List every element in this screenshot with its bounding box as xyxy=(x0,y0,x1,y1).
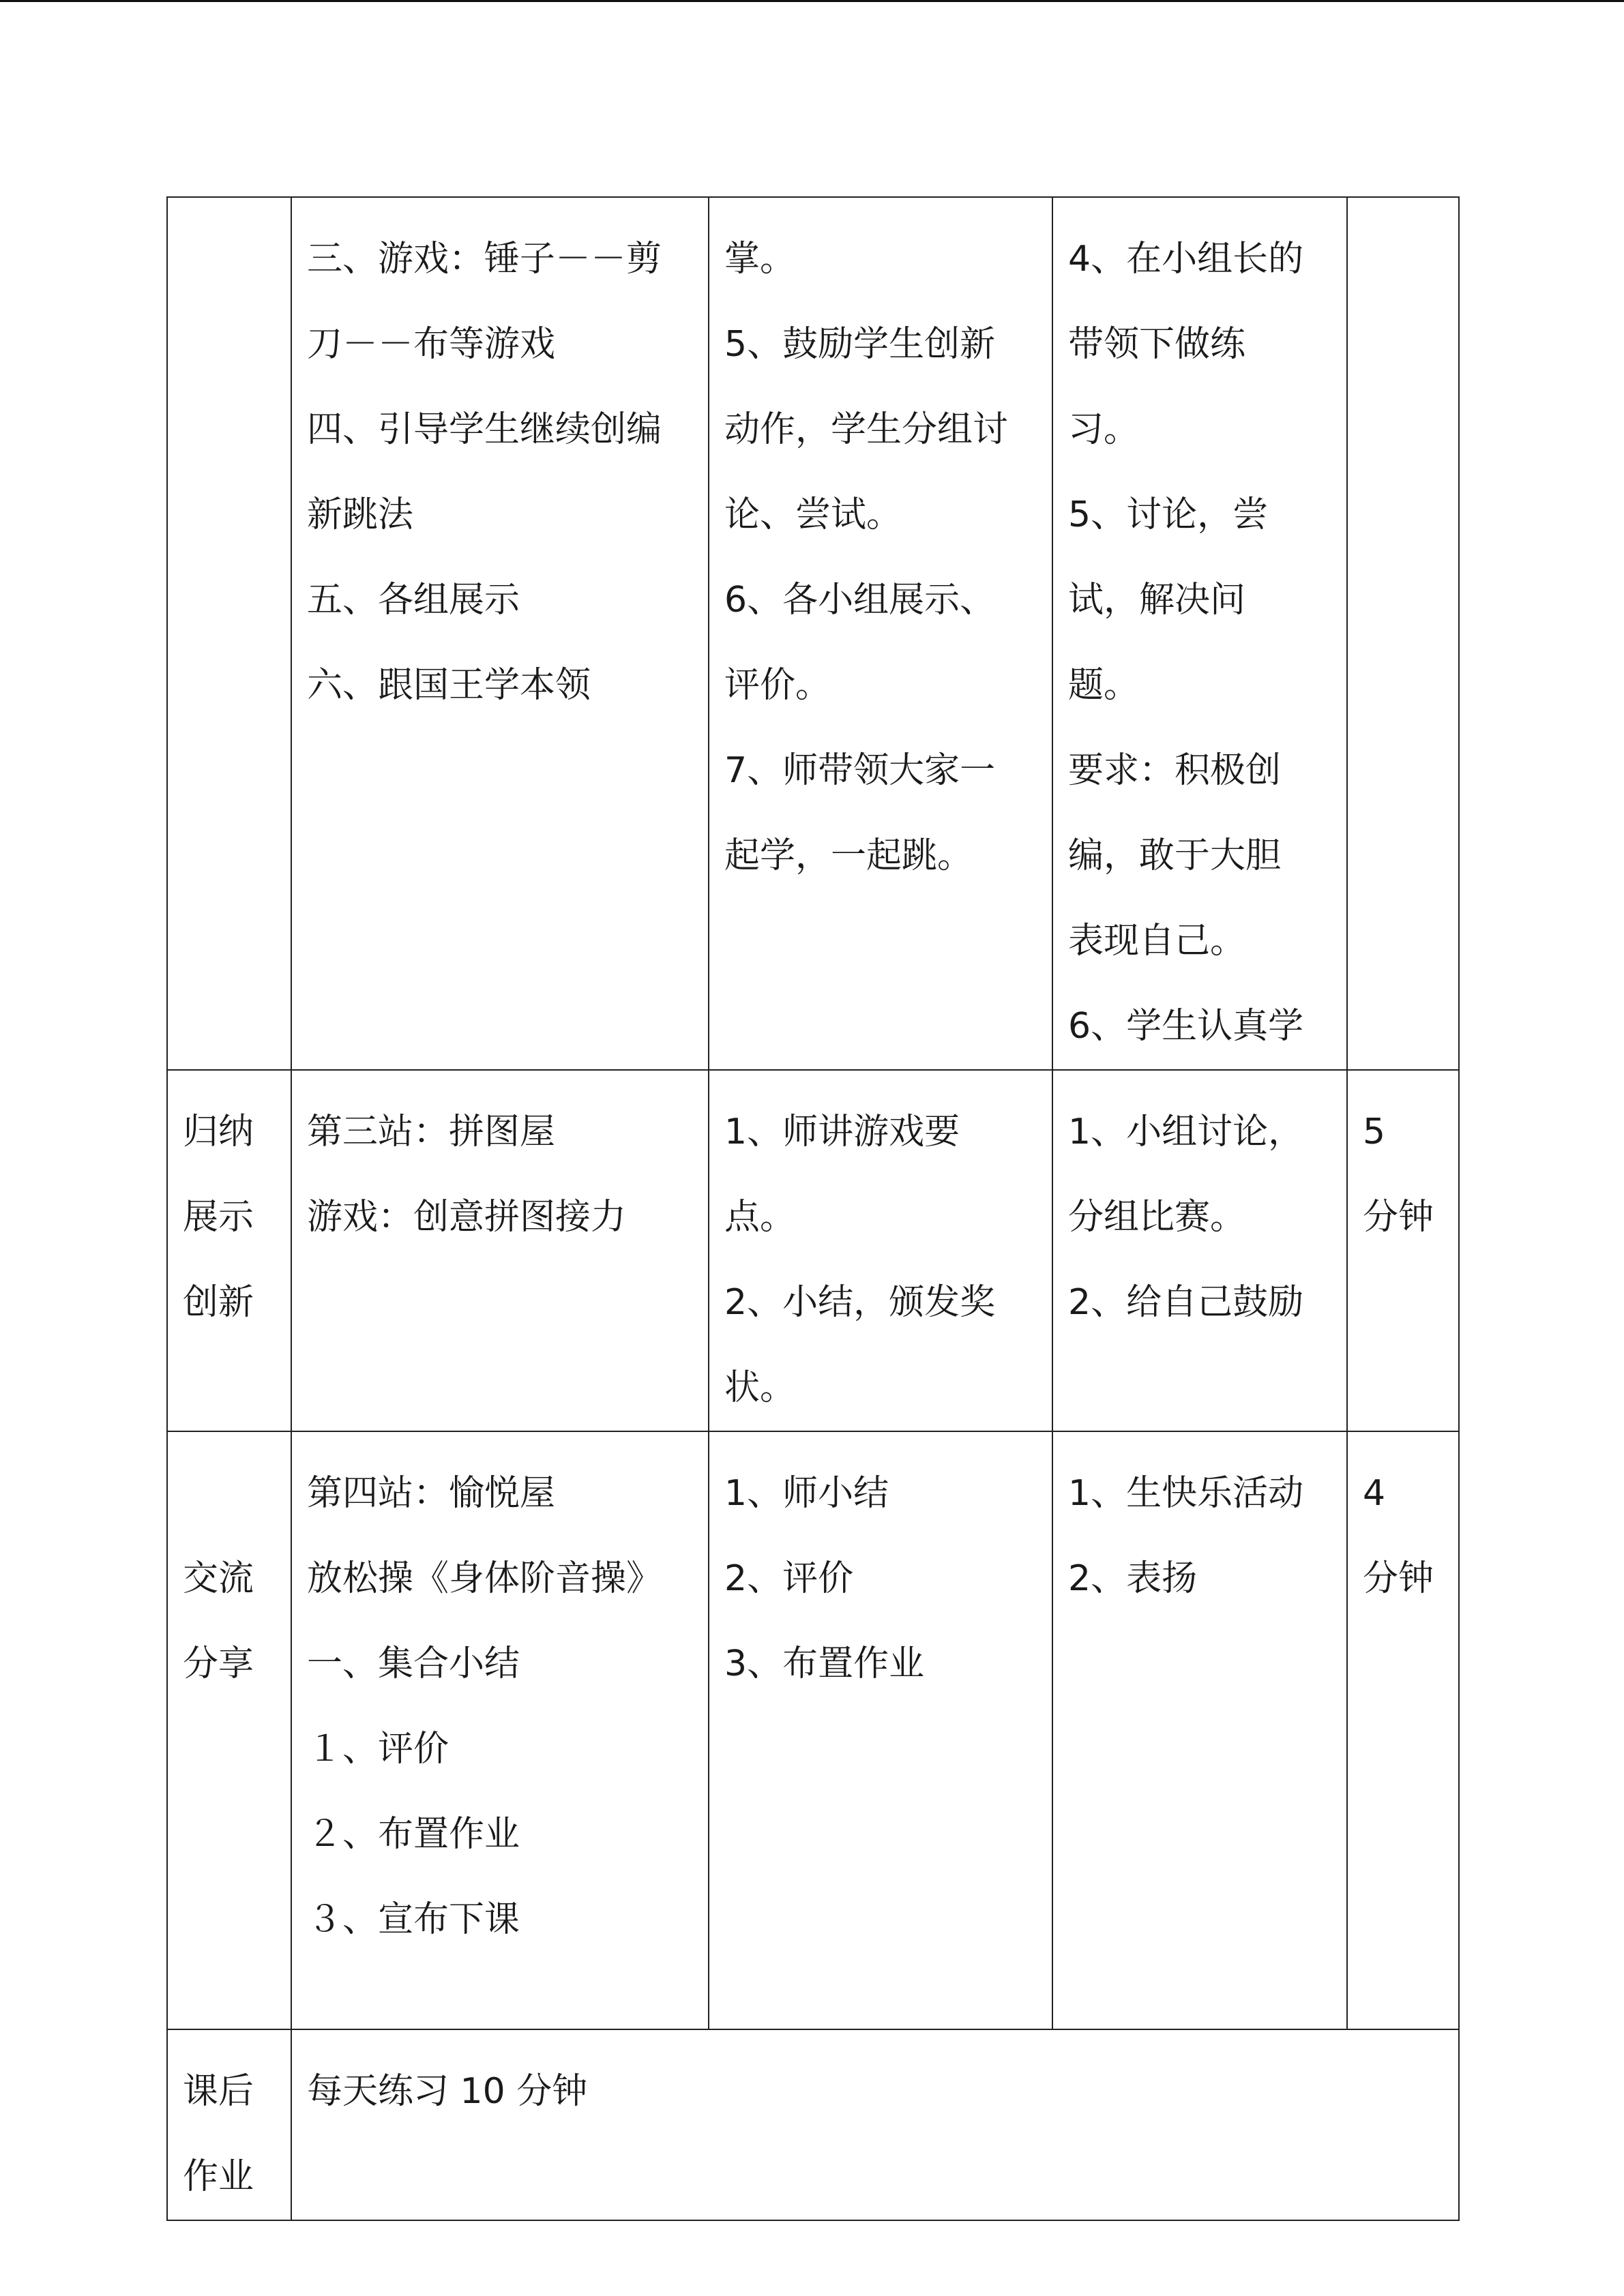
student-activity-cell xyxy=(1052,197,1347,1070)
teacher-line: 1、师讲游戏要 xyxy=(724,1112,960,1152)
time-value: 4 xyxy=(1363,1473,1386,1514)
teacher-line: 3、布置作业 xyxy=(724,1643,925,1684)
teacher-line: 论、尝试。 xyxy=(724,494,902,535)
time-cell xyxy=(1347,197,1459,1070)
content-line: 五、各组展示 xyxy=(307,580,520,621)
lesson-plan-table xyxy=(166,196,1460,2221)
teacher-line: 掌。 xyxy=(724,239,796,280)
content-cell xyxy=(291,197,709,1070)
content-line: 刀－－布等游戏 xyxy=(307,324,556,365)
phase-line: 交流 xyxy=(183,1558,254,1599)
teacher-activity-cell xyxy=(709,197,1052,1070)
student-activity-cell xyxy=(1052,1431,1347,2029)
phase-line: 分享 xyxy=(183,1643,254,1684)
student-line: 题。 xyxy=(1068,665,1140,706)
content-line: 第三站：拼图屋 xyxy=(307,1112,556,1152)
content-cell xyxy=(291,1070,709,1431)
teacher-line: 1、师小结 xyxy=(724,1473,889,1514)
phase-line: 展示 xyxy=(183,1197,254,1238)
content-line: 放松操《身体阶音操》 xyxy=(307,1558,662,1599)
time-value: 5 xyxy=(1363,1112,1386,1152)
phase-line: 创新 xyxy=(183,1282,254,1323)
student-line: 要求：积极创 xyxy=(1068,750,1282,791)
teacher-line: 6、各小组展示、 xyxy=(724,580,996,621)
content-line: ２、布置作业 xyxy=(307,1814,520,1855)
student-activity-cell xyxy=(1052,1070,1347,1431)
time-cell xyxy=(1347,1070,1459,1431)
phase-cell xyxy=(167,197,291,1070)
phase-line: 课后 xyxy=(183,2071,254,2112)
time-unit: 分钟 xyxy=(1363,1197,1434,1238)
homework-cell xyxy=(291,2029,1459,2220)
student-line: 习。 xyxy=(1068,409,1140,450)
content-line: 一、集合小结 xyxy=(307,1643,520,1684)
time-unit: 分钟 xyxy=(1363,1558,1434,1599)
table-row xyxy=(167,197,1459,1070)
student-line: 编，敢于大胆 xyxy=(1068,835,1282,876)
phase-line: 归纳 xyxy=(183,1112,254,1152)
content-line: 六、跟国王学本领 xyxy=(307,665,591,706)
teacher-line: 2、评价 xyxy=(724,1558,854,1599)
content-line: １、评价 xyxy=(307,1729,449,1770)
phase-cell xyxy=(167,2029,291,2220)
teacher-line: 7、师带领大家一 xyxy=(724,750,996,791)
teacher-line: 评价。 xyxy=(724,665,831,706)
student-line: 1、生快乐活动 xyxy=(1068,1473,1304,1514)
student-line: 带领下做练 xyxy=(1068,324,1246,365)
teacher-line: 点。 xyxy=(724,1197,796,1238)
teacher-line: 起学，一起跳。 xyxy=(724,835,973,876)
teacher-line: 状。 xyxy=(724,1367,796,1408)
table-row xyxy=(167,1070,1459,1431)
time-cell xyxy=(1347,1431,1459,2029)
teacher-activity-cell xyxy=(709,1431,1052,2029)
content-line: 第四站：愉悦屋 xyxy=(307,1473,556,1514)
content-line: 三、游戏：锤子－－剪 xyxy=(307,239,662,280)
student-line: 表现自己。 xyxy=(1068,921,1246,961)
phase-line: 作业 xyxy=(183,2156,254,2197)
teacher-line: 动作，学生分组讨 xyxy=(724,409,1009,450)
table-row xyxy=(167,2029,1459,2220)
table-row xyxy=(167,1431,1459,2029)
student-line: 6、学生认真学 xyxy=(1068,1006,1304,1047)
student-line: 5、讨论，尝 xyxy=(1068,494,1269,535)
teacher-line: 5、鼓励学生创新 xyxy=(724,324,996,365)
content-line: ３、宣布下课 xyxy=(307,1899,520,1940)
content-line: 新跳法 xyxy=(307,494,414,535)
page-top-border xyxy=(0,0,1624,2)
student-line: 2、给自己鼓励 xyxy=(1068,1282,1304,1323)
content-cell xyxy=(291,1431,709,2029)
teacher-line: 2、小结，颁发奖 xyxy=(724,1282,996,1323)
phase-cell xyxy=(167,1431,291,2029)
homework-text: 每天练习 10 分钟 xyxy=(307,2071,588,2112)
content-line: 四、引导学生继续创编 xyxy=(307,409,662,450)
student-line: 4、在小组长的 xyxy=(1068,239,1304,280)
student-line: 2、表扬 xyxy=(1068,1558,1198,1599)
phase-cell xyxy=(167,1070,291,1431)
student-line: 试，解决问 xyxy=(1068,580,1246,621)
content-line: 游戏：创意拼图接力 xyxy=(307,1197,627,1238)
student-line: 1、小组讨论， xyxy=(1068,1112,1304,1152)
teacher-activity-cell xyxy=(709,1070,1052,1431)
student-line: 分组比赛。 xyxy=(1068,1197,1246,1238)
